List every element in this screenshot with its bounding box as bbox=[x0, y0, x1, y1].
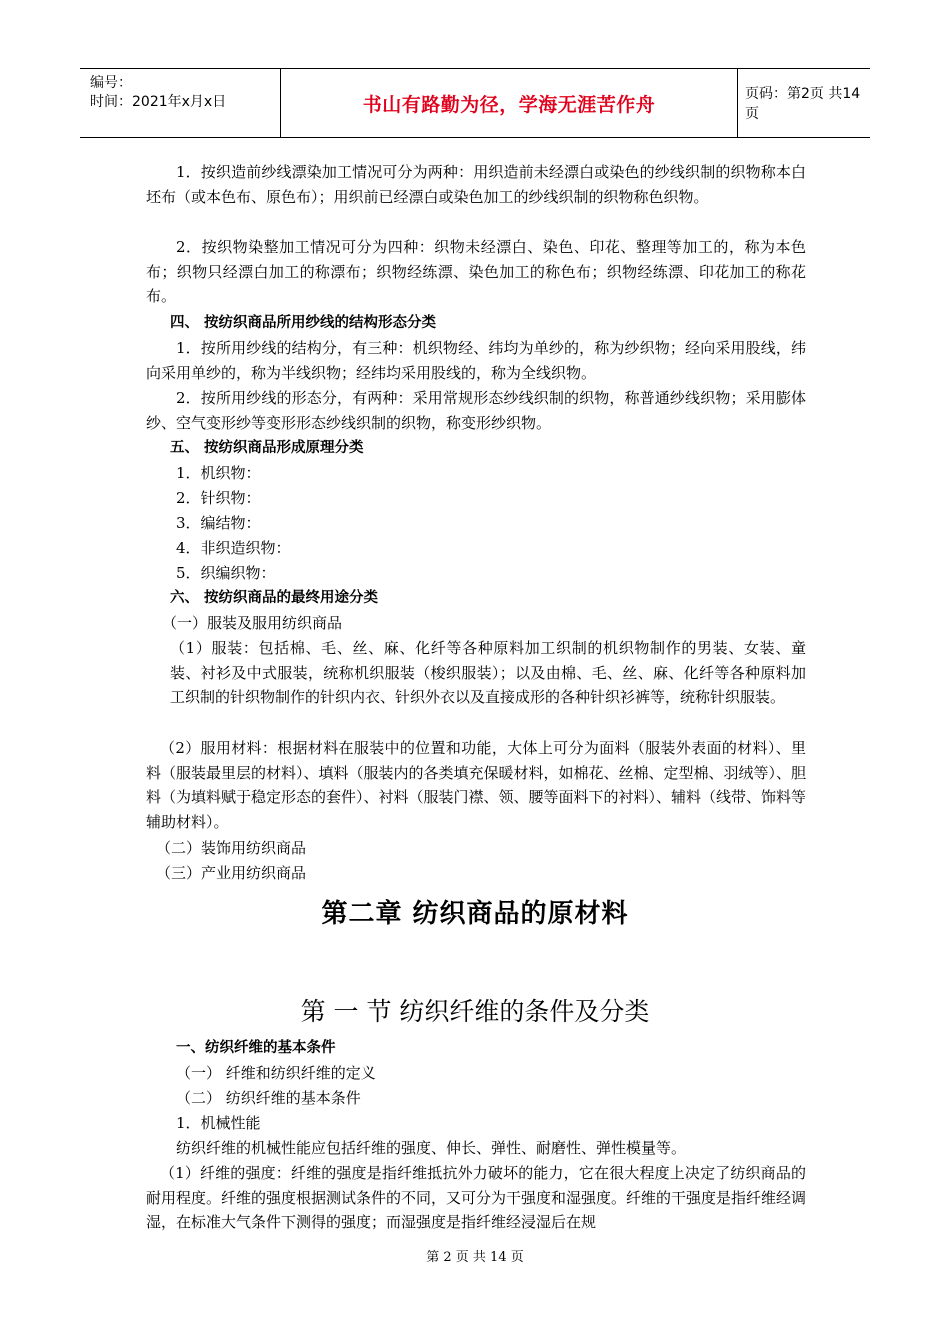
heading-yarn-structure: 四、 按纺织商品所用纱线的结构形态分类 bbox=[170, 315, 437, 331]
paragraph-dyeing-before-weaving: 1．按织造前纱线漂染加工情况可分为两种：用织造前未经漂白或染色的纱线织制的织物称本白坯布（或本色布、原色布）；用织前已经漂白或染色加工的纱线织制的织物称色织物。 bbox=[146, 163, 806, 206]
heading-basic-conditions: 一、纺织纤维的基本条件 bbox=[176, 1040, 336, 1056]
paragraph-yarn-structure: 1．按所用纱线的结构分，有三种：机织物经、纬均为单纱的，称为纱织物；经向采用股线，纬向采用单纱的，称为半线织物；经纬均采用股线的，称为全线织物。 bbox=[146, 339, 806, 382]
page-header bbox=[80, 68, 870, 138]
paragraph-apparel-materials: （2）服用材料：根据材料在服装中的位置和功能，大体上可分为面料（服装外表面的材料）、里料（服装最里层的材料）、填料（服装内的各类填充保暖材料，如棉花、丝棉、定型棉、羽绒等）、胆料（为填料赋于稳定形态的套件）、衬料（服装门襟、领、腰等面料下的衬料）、辅料（线带、饰料等辅助材料）。 bbox=[146, 739, 807, 831]
heading-end-use: 六、 按纺织商品的最终用途分类 bbox=[170, 590, 379, 606]
subheading-definition: （一） 纤维和纺织纤维的定义 bbox=[176, 1064, 376, 1082]
subheading-decorative: （二）装饰用纺织商品 bbox=[156, 839, 307, 857]
subheading-industrial: （三）产业用纺织商品 bbox=[156, 864, 307, 882]
list-item: 3．编结物： bbox=[176, 514, 261, 532]
header-motto: 书山有路勤为径，学海无涯苦作舟 bbox=[362, 93, 656, 116]
paragraph-finishing-types: 2．按织物染整加工情况可分为四种：织物未经漂白、染色、印花、整理等加工的，称为本色布；织物只经漂白加工的称漂布；织物经练漂、染色加工的称色布；织物经练漂、印花加工的称花布。 bbox=[146, 238, 806, 305]
subheading-basic-conditions: （二） 纺织纤维的基本条件 bbox=[176, 1089, 361, 1107]
paragraph-fiber-strength: （1）纤维的强度：纤维的强度是指纤维抵抗外力破坏的能力，它在很大程度上决定了纺织商品的耐用程度。纤维的强度根据测试条件的不同，又可分为干强度和湿强度。纤维的干强度是指纤维经调湿，在标准大气条件下测得的强度；而湿强度是指纤维经浸湿后在规 bbox=[146, 1164, 807, 1231]
header-meta bbox=[80, 69, 280, 137]
header-page-info: 页码：第2页 共14页 bbox=[745, 86, 861, 122]
document-date: 时间：2021年x月x日 bbox=[90, 94, 227, 110]
list-item: 1．机织物： bbox=[176, 464, 261, 482]
list-item: 5．织编织物： bbox=[176, 564, 276, 582]
paragraph-mechanical-properties: 纺织纤维的机械性能应包括纤维的强度、伸长、弹性、耐磨性、弹性模量等。 bbox=[176, 1139, 687, 1157]
header-motto-cell bbox=[280, 69, 738, 137]
heading-formation-principle: 五、 按纺织商品形成原理分类 bbox=[170, 440, 364, 456]
section-title: 第 一 节 纺织纤维的条件及分类 bbox=[300, 997, 650, 1026]
list-item: 4．非织造织物： bbox=[176, 539, 291, 557]
list-item: 2．针织物： bbox=[176, 489, 261, 507]
document-number-label: 编号： bbox=[90, 75, 132, 91]
paragraph-yarn-form: 2．按所用纱线的形态分，有两种：采用常规形态纱线织制的织物，称普通纱线织物；采用膨体纱、空气变形纱等变形形态纱线织制的织物，称变形纱织物。 bbox=[146, 389, 806, 432]
page-footer: 第 2 页 共 14 页 bbox=[426, 1250, 524, 1265]
chapter-title: 第二章 纺织商品的原材料 bbox=[321, 899, 629, 929]
subheading-mechanical: 1．机械性能 bbox=[176, 1114, 261, 1132]
paragraph-apparel: （1）服装：包括棉、毛、丝、麻、化纤等各种原料加工织制的机织物制作的男装、女装、童装、衬衫及中式服装，统称机织服装（梭织服装）；以及由棉、毛、丝、麻、化纤等各种原料加工织制的针织物制作的针织内衣、针织外衣以及直接成形的各种针织衫裤等，统称针织服装。 bbox=[170, 639, 806, 706]
subheading-apparel: （一）服装及服用纺织商品 bbox=[162, 614, 343, 632]
